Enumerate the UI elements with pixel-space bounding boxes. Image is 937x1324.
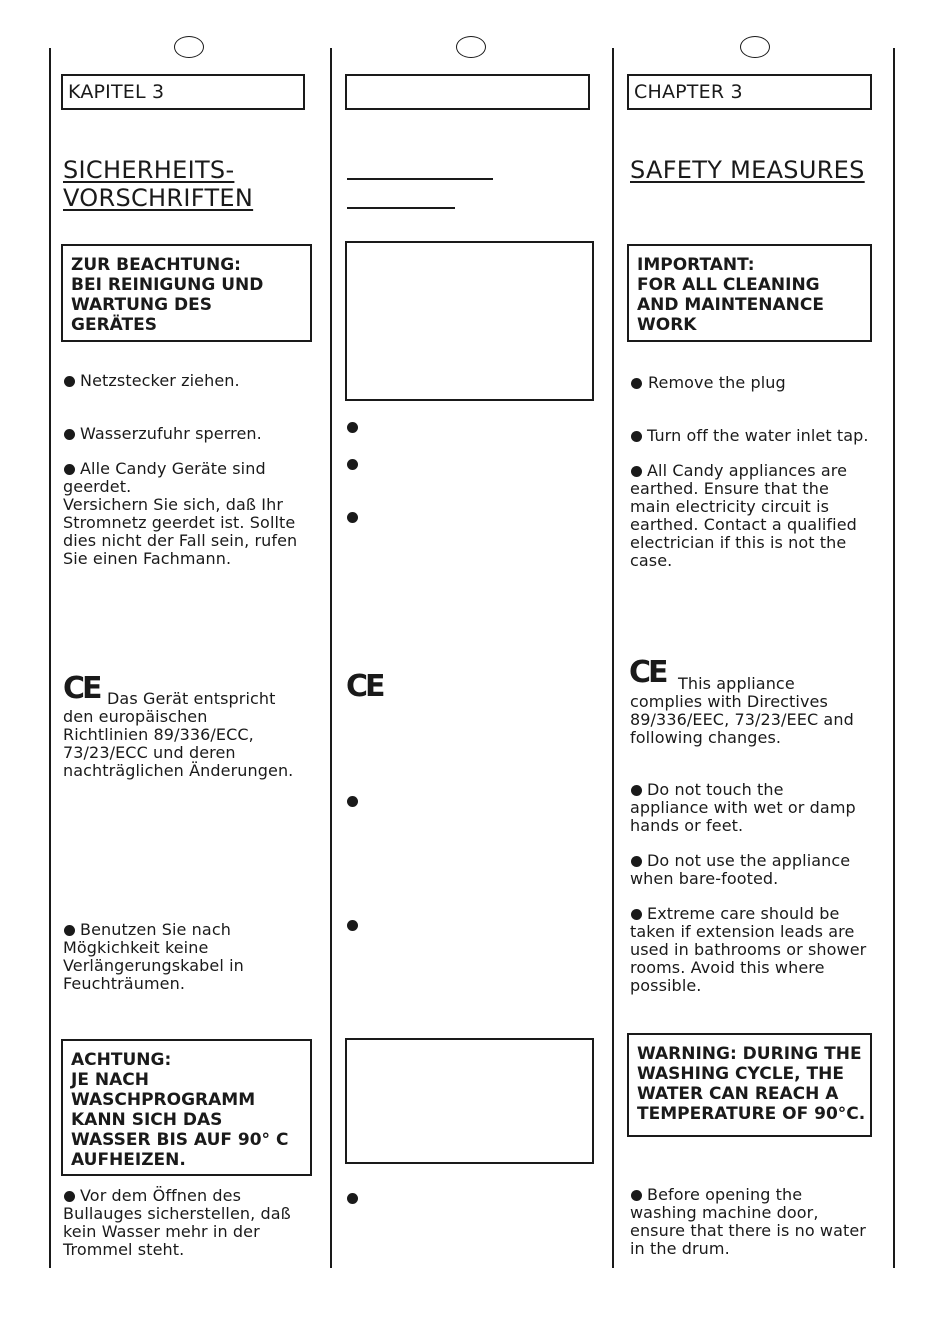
earthed-text-english: All Candy appliances are earthed. Ensure that the main electricity circuit is earthed. Contact a qualified electrician if this is not the case. (630, 461, 857, 570)
bullet-icon (631, 431, 642, 442)
important-box-english: IMPORTANT: FOR ALL CLEANING AND MAINTENANCE WORK (627, 244, 872, 342)
extension-text-english: Extreme care should be taken if extension leads are used in bathrooms or shower rooms. Avoid this where possible. (630, 904, 867, 995)
bullet-icon (347, 422, 358, 433)
bullet-icon (631, 378, 642, 389)
column-divider-left (49, 48, 51, 1268)
extension-text-german: Benutzen Sie nach Mögkichkeit keine Verlängerungskabel in Feuchträumen. (63, 920, 244, 993)
bullet-icon (64, 376, 75, 387)
door-text-german: Vor dem Öffnen des Bullauges sicherstellen, daß kein Wasser mehr in der Trommel steht. (63, 1186, 291, 1259)
heading-english: SAFETY MEASURES (630, 156, 865, 184)
chapter-label-english: CHAPTER 3 (627, 74, 872, 110)
heading-rule-middle-2 (347, 207, 455, 209)
bullet-icon (347, 1193, 358, 1204)
plug-text-german: Netzstecker ziehen. (80, 371, 240, 390)
directive-text-english: complies with Directives 89/336/EEC, 73/23/EEC and following changes. (630, 692, 854, 747)
heading-german-line1: SICHERHEITS- (63, 156, 235, 184)
ce-mark-icon: CE (63, 671, 100, 706)
important-box-german: ZUR BEACHTUNG: BEI REINIGUNG UND WARTUNG DES GERÄTES (61, 244, 312, 342)
bullet-icon (347, 512, 358, 523)
water-text-german: Wasserzufuhr sperren. (80, 424, 262, 443)
chapter-label-german: KAPITEL 3 (61, 74, 305, 110)
barefoot-text-english: Do not use the appliance when bare-footed. (630, 851, 851, 888)
earthed-text-german: Alle Candy Geräte sind geerdet. Versichern Sie sich, daß Ihr Stromnetz geerdet ist. Sollte dies nicht der Fall sein, rufen Sie einen Fachmann. (63, 459, 298, 568)
bullet-icon (347, 459, 358, 470)
warning-box-middle (345, 1038, 594, 1164)
warning-box-english: WARNING: DURING THE WASHING CYCLE, THE WATER CAN REACH A TEMPERATURE OF 90°C. (627, 1033, 872, 1137)
directive-line1-english: This appliance (678, 674, 795, 693)
plug-text-english: Remove the plug (648, 373, 786, 392)
wet-hands-text-english: Do not touch the appliance with wet or damp hands or feet. (630, 780, 856, 835)
column-divider-2 (612, 48, 614, 1268)
directive-text-german: Das Gerät entspricht den europäischen Richtlinien 89/336/ECC, 73/23/ECC und deren nachträglichen Änderungen. (63, 689, 294, 780)
bullet-icon (347, 920, 358, 931)
water-text-english: Turn off the water inlet tap. (647, 426, 869, 445)
door-text-english: Before opening the washing machine door, ensure that there is no water in the drum. (630, 1185, 866, 1258)
important-box-middle (345, 241, 594, 401)
language-circle-german (174, 36, 204, 58)
chapter-label-middle (345, 74, 590, 110)
column-divider-right (893, 48, 895, 1268)
bullet-icon (64, 429, 75, 440)
language-circle-middle (456, 36, 486, 58)
heading-rule-middle-1 (347, 178, 493, 180)
language-circle-english (740, 36, 770, 58)
column-divider-1 (330, 48, 332, 1268)
ce-mark-icon: CE (346, 669, 383, 704)
heading-german-line2: VORSCHRIFTEN (63, 184, 254, 212)
ce-mark-icon: CE (629, 655, 666, 690)
bullet-icon (347, 796, 358, 807)
warning-box-german: ACHTUNG: JE NACH WASCHPROGRAMM KANN SICH DAS WASSER BIS AUF 90° C AUFHEIZEN. (61, 1039, 312, 1176)
